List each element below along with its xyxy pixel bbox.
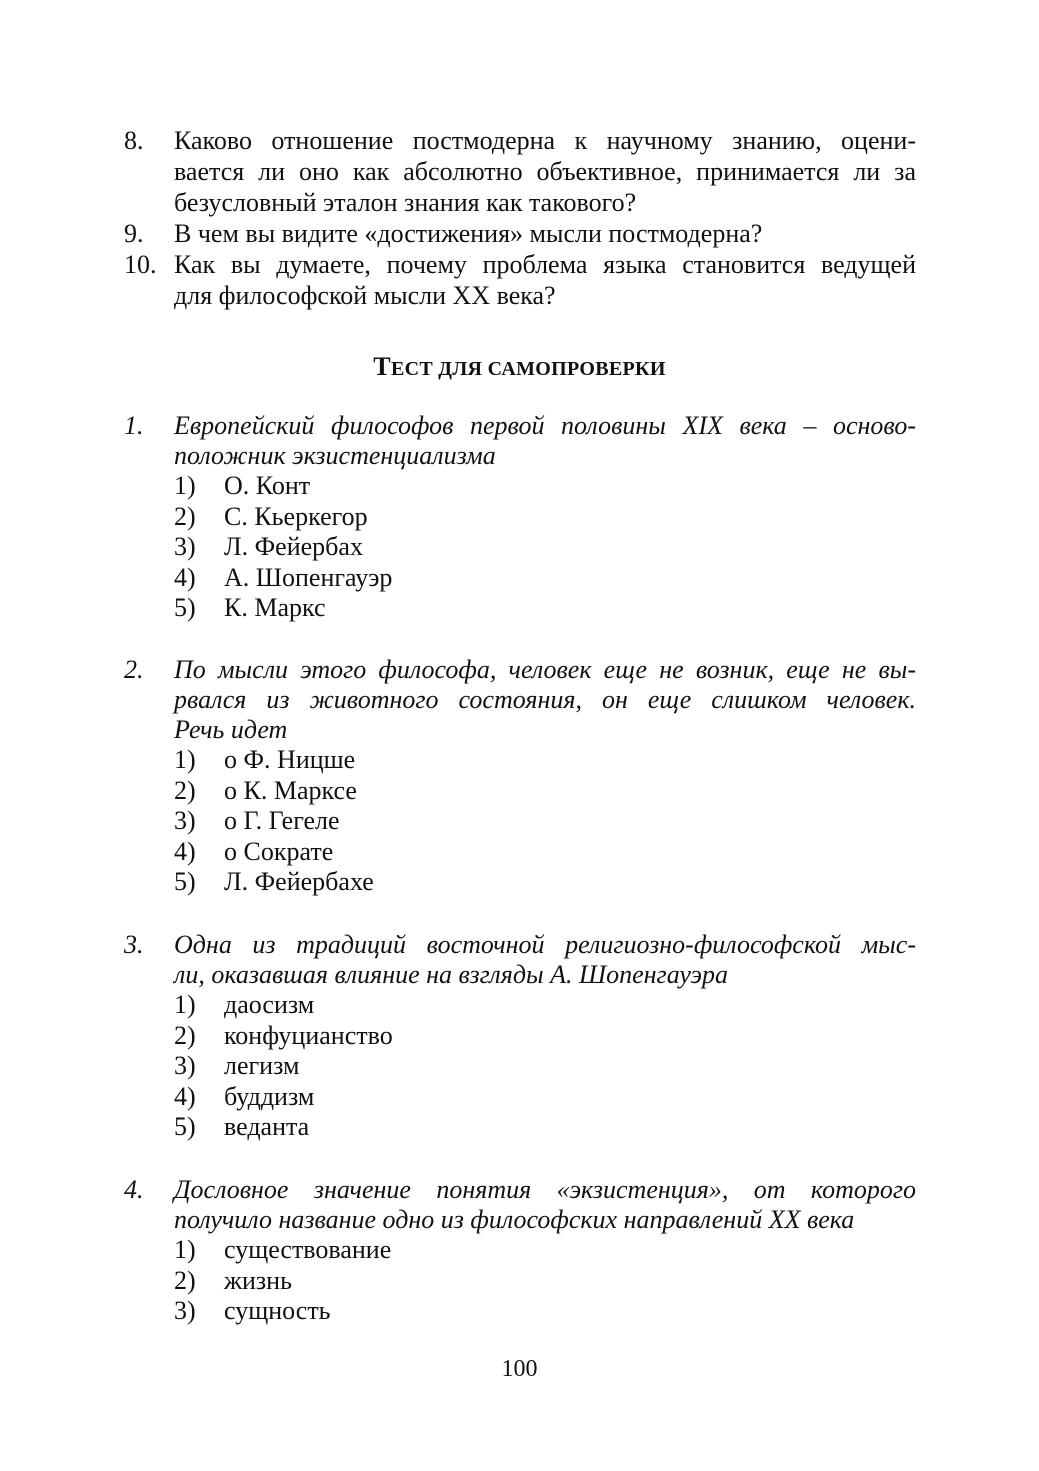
answer-option (174, 1051, 916, 1082)
page-number: 100 (501, 1356, 538, 1382)
answer-option (174, 1296, 916, 1327)
test-number: 4. (124, 1175, 144, 1204)
answer-option (174, 593, 916, 624)
answer-option (174, 990, 916, 1021)
option-number: 1) (174, 745, 196, 774)
option-text: о Г. Гегеле (224, 806, 340, 835)
answer-options (174, 745, 916, 898)
test-item-4 (124, 1175, 916, 1327)
answer-option (174, 471, 916, 502)
answer-option (174, 1266, 916, 1297)
test-number: 2. (124, 655, 144, 684)
option-text: О. Конт (224, 471, 311, 500)
option-text: Л. Фейербахе (224, 867, 374, 896)
option-number: 1) (174, 1235, 196, 1264)
test-item-1 (124, 411, 916, 624)
option-number: 3) (174, 1051, 196, 1080)
question-line: В чем вы видите «достижения» мысли постмодерна? (174, 219, 763, 248)
answer-option (174, 1082, 916, 1113)
option-text: конфуцианство (224, 1020, 393, 1050)
option-number: 2) (174, 1020, 196, 1050)
test-question-line: Европейский философов первой половины XIX века – осново- (174, 411, 916, 440)
answer-option (174, 745, 916, 776)
answer-option (174, 502, 916, 533)
answer-option (174, 563, 916, 594)
question-text (174, 249, 916, 311)
question-line: для философской мысли XX века? (174, 281, 556, 310)
question-line: вается ли оно как абсолютно объективное, принимается ли за (174, 157, 916, 186)
question-9 (124, 218, 916, 249)
section-heading (0, 352, 1039, 382)
heading-initial: Т (373, 352, 391, 381)
heading-rest: ЕСТ ДЛЯ САМОПРОВЕРКИ (390, 358, 666, 380)
option-number: 4) (174, 836, 196, 866)
answer-option (174, 1021, 916, 1052)
option-number: 5) (174, 1112, 196, 1141)
option-text: буддизм (224, 1081, 315, 1111)
option-text: веданта (224, 1112, 310, 1141)
option-text: А. Шопенгауэр (224, 562, 393, 592)
test-question-line: ли, оказавшая влияние на взгляды А. Шопенгауэра (174, 960, 729, 989)
answer-options (174, 1235, 916, 1327)
option-number: 1) (174, 990, 196, 1019)
question-number: 8. (124, 126, 144, 155)
answer-option (174, 806, 916, 837)
option-text: о К. Марксе (224, 775, 357, 805)
test-question-line: Одна из традиций восточной религиозно-философской мыс- (174, 930, 916, 959)
option-text: С. Кьеркегор (224, 501, 368, 531)
option-number: 3) (174, 532, 196, 561)
question-line: Каково отношение постмодерна к научному знанию, оцени- (174, 126, 916, 155)
option-number: 4) (174, 1081, 196, 1111)
option-number: 3) (174, 806, 196, 835)
question-line: Как вы думаете, почему проблема языка становится ведущей (174, 250, 916, 279)
question-text (174, 125, 916, 218)
answer-option (174, 1112, 916, 1143)
test-question (174, 930, 916, 990)
option-number: 2) (174, 1265, 196, 1295)
option-number: 2) (174, 501, 196, 531)
option-text: даосизм (224, 990, 315, 1019)
answer-options (174, 990, 916, 1143)
option-text: Л. Фейербах (224, 532, 363, 561)
test-question (174, 1175, 916, 1235)
answer-options (174, 471, 916, 624)
test-question-line: получило название одно из философских направлений XX века (174, 1205, 855, 1234)
option-text: жизнь (224, 1265, 292, 1295)
option-text: о Сократе (224, 836, 334, 866)
test-number: 3. (124, 930, 144, 959)
question-10 (124, 249, 916, 311)
option-text: легизм (224, 1051, 300, 1080)
test-question-line: рвался из животного состояния, он еще слишком человек. (174, 685, 916, 714)
answer-option (174, 776, 916, 807)
option-text: сущность (224, 1296, 331, 1325)
question-number: 9. (124, 219, 144, 248)
question-8 (124, 125, 916, 218)
option-text: существование (224, 1235, 392, 1264)
option-number: 3) (174, 1296, 196, 1325)
question-line: безусловный эталон знания как такового? (174, 188, 637, 217)
option-number: 5) (174, 593, 196, 622)
question-text (174, 218, 916, 249)
test-question-line: По мысли этого философа, человек еще не возник, еще не вы- (174, 655, 916, 684)
question-number: 10. (124, 250, 157, 279)
test-question (174, 411, 916, 471)
test-number: 1. (124, 411, 144, 440)
test-question-line: положник экзистенциализма (174, 441, 496, 470)
option-text: К. Маркс (224, 593, 326, 622)
option-number: 5) (174, 867, 196, 896)
option-text: о Ф. Ницше (224, 745, 356, 774)
answer-option (174, 1235, 916, 1266)
option-number: 2) (174, 775, 196, 805)
test-item-2 (124, 655, 916, 898)
test-question (174, 655, 916, 745)
answer-option (174, 532, 916, 563)
option-number: 4) (174, 562, 196, 592)
answer-option (174, 867, 916, 898)
answer-option (174, 837, 916, 868)
test-question-line: Речь идет (174, 715, 288, 744)
test-question-line: Дословное значение понятия «экзистенция», от которого (174, 1175, 916, 1204)
option-number: 1) (174, 471, 196, 500)
test-item-3 (124, 930, 916, 1143)
